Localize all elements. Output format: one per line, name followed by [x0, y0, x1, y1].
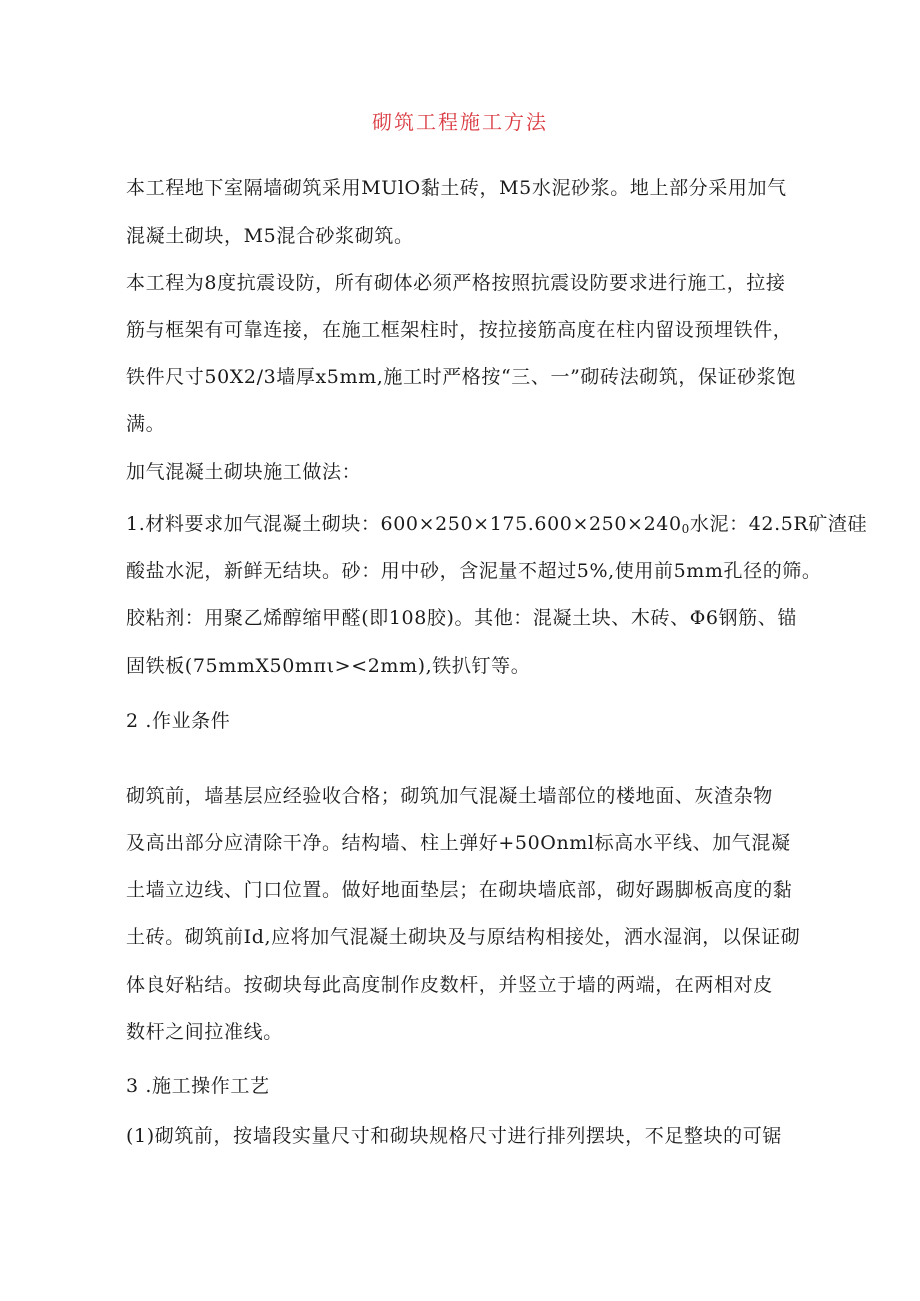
paragraph-line: 砌筑前，墙基层应经验收合格；砌筑加气混凝土墙部位的楼地面、灰渣杂物 [126, 785, 773, 807]
paragraph-line: 土墙立边线、门口位置。做好地面垫层；在砌块墙底部，砌好踢脚板高度的黏 [126, 879, 793, 901]
document-title: 砌筑工程施工方法 [372, 110, 548, 134]
paragraph-line: 及高出部分应清除干净。结构墙、柱上弹好+50Onml标高水平线、加气混凝 [126, 832, 791, 854]
paragraph-line: 混凝土砌块，M5混合砂浆砌筑。 [126, 225, 414, 247]
section-heading: 加气混凝土砌块施工做法： [126, 461, 362, 483]
paragraph-line: 本工程为8度抗震设防，所有砌体必须严格按照抗震设防要求进行施工，拉接 [126, 272, 786, 294]
paragraph-line: 满。 [126, 413, 166, 435]
paragraph-line: 铁件尺寸50X2/3墙厚x5mm,施工时严格按“三、一”砌砖法砌筑，保证砂浆饱 [126, 366, 796, 388]
paragraph-line: 体良好粘结。按砌块每此高度制作皮数杆，并竖立于墙的两端，在两相对皮 [126, 974, 773, 996]
materials-text: 1.材料要求加气混凝土砌块：600×250×175.600×250×240 [126, 513, 682, 535]
paragraph-line: (1)砌筑前，按墙段实量尺寸和砌块规格尺寸进行排列摆块，不足整块的可锯 [126, 1125, 782, 1147]
paragraph-line: 本工程地下室隔墙砌筑采用MUlO黏土砖，M5水泥砂浆。地上部分采用加气 [126, 177, 787, 199]
paragraph-line: 筋与框架有可靠连接，在施工框架柱时，按拉接筋高度在柱内留设预埋铁件， [126, 319, 793, 341]
paragraph-line: 酸盐水泥，新鲜无结块。砂：用中砂，含泥量不超过5%,使用前5mm孔径的筛。 [126, 560, 822, 582]
paragraph-line: 土砖。砌筑前Id,应将加气混凝土砌块及与原结构相接处，洒水湿润，以保证砌 [126, 926, 801, 948]
section-heading: 3 .施工操作工艺 [126, 1075, 270, 1097]
paragraph-line: 固铁板(75mmX50mπι><2mm),铁扒钉等。 [126, 655, 531, 677]
paragraph-line: 胶粘剂：用聚乙烯醇缩甲醛(即108胶)。其他：混凝土块、木砖、Φ6钢筋、锚 [126, 607, 797, 629]
section-heading: 2 .作业条件 [126, 710, 231, 732]
paragraph-line-materials [126, 506, 868, 542]
materials-text-tail: 水泥：42.5R矿渣硅 [689, 513, 868, 535]
paragraph-line: 数杆之间拉准线。 [126, 1021, 283, 1043]
subscript: 0 [681, 522, 690, 536]
